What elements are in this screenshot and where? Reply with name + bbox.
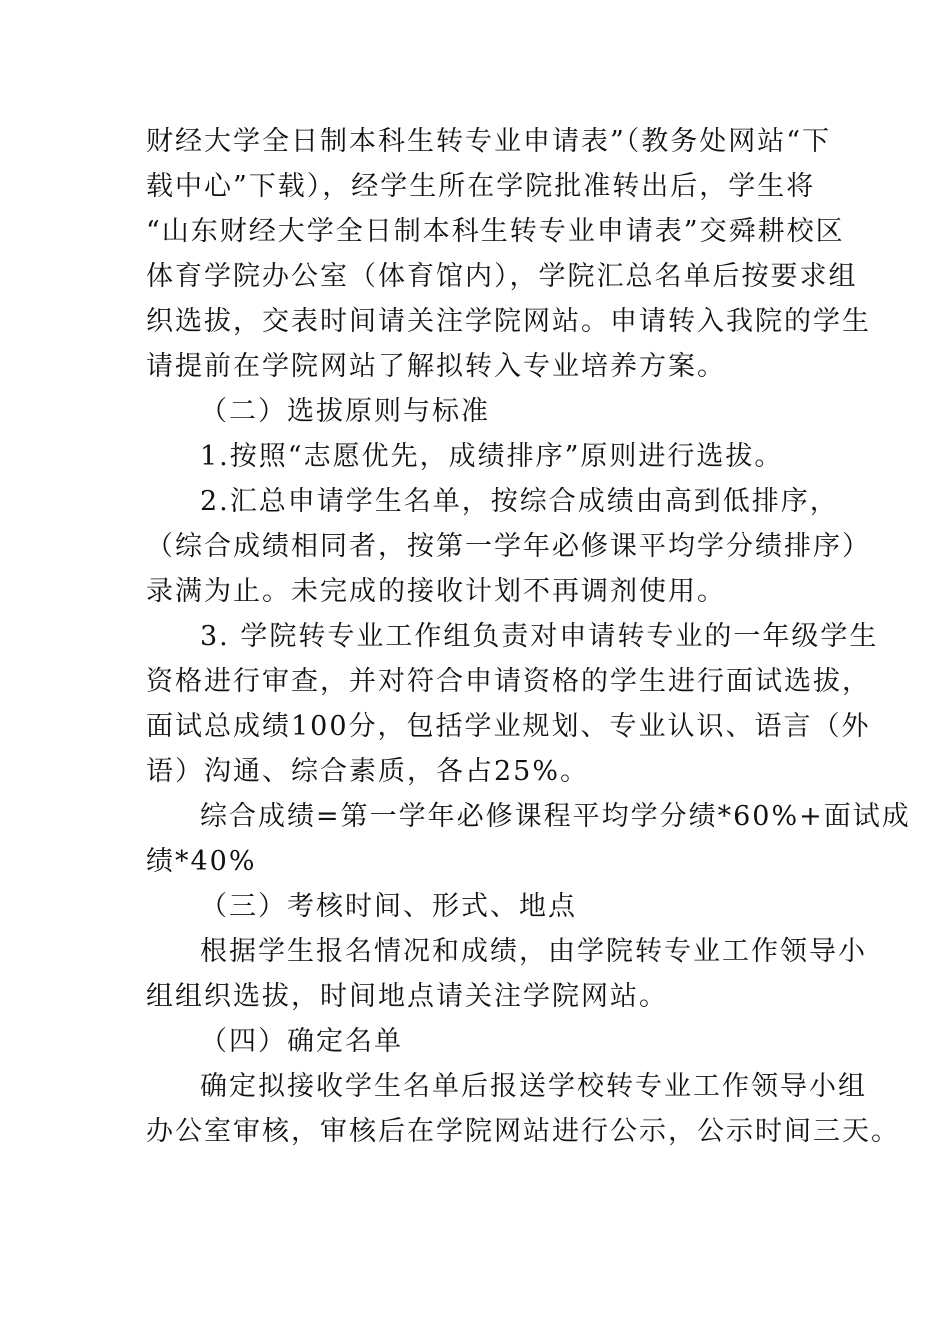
- paragraph-line: 1.按照“志愿优先，成绩排序”原则进行选拔。: [200, 441, 784, 472]
- paragraph-line: 财经大学全日制本科生转专业申请表”（教务处网站“下: [146, 126, 832, 157]
- section-heading-2: （二）选拔原则与标准: [200, 396, 490, 427]
- paragraph-line: 体育学院办公室（体育馆内），学院汇总名单后按要求组: [146, 261, 858, 292]
- section-heading-4: （四）确定名单: [200, 1026, 403, 1057]
- paragraph-line: 办公室审核，审核后在学院网站进行公示，公示时间三天。: [146, 1116, 900, 1147]
- paragraph-line: 资格进行审查，并对符合申请资格的学生进行面试选拔，: [146, 666, 871, 697]
- paragraph-line: 根据学生报名情况和成绩，由学院转专业工作领导小: [200, 936, 867, 967]
- paragraph-line: （综合成绩相同者，按第一学年必修课平均学分绩排序）: [146, 531, 871, 562]
- paragraph-line: 3. 学院转专业工作组负责对申请转专业的一年级学生: [200, 621, 879, 652]
- paragraph-line: 2.汇总申请学生名单，按综合成绩由高到低排序，: [200, 486, 839, 517]
- paragraph-line: “山东财经大学全日制本科生转专业申请表”交舜耕校区: [146, 216, 845, 247]
- paragraph-line: 请提前在学院网站了解拟转入专业培养方案。: [146, 351, 726, 382]
- paragraph-line: 确定拟接收学生名单后报送学校转专业工作领导小组: [200, 1071, 867, 1102]
- paragraph-line: 面试总成绩100分，包括学业规划、专业认识、语言（外: [146, 711, 871, 742]
- paragraph-line: 载中心”下载），经学生所在学院批准转出后，学生将: [146, 171, 816, 202]
- paragraph-line: 录满为止。未完成的接收计划不再调剂使用。: [146, 576, 726, 607]
- paragraph-line: 综合成绩=第一学年必修课程平均学分绩*60%+面试成: [200, 801, 911, 832]
- paragraph-line: 绩*40%: [146, 846, 257, 877]
- paragraph-line: 织选拔，交表时间请关注学院网站。申请转入我院的学生: [146, 306, 871, 337]
- paragraph-line: 语）沟通、综合素质，各占25%。: [146, 756, 590, 787]
- section-heading-3: （三）考核时间、形式、地点: [200, 891, 577, 922]
- paragraph-line: 组组织选拔，时间地点请关注学院网站。: [146, 981, 668, 1012]
